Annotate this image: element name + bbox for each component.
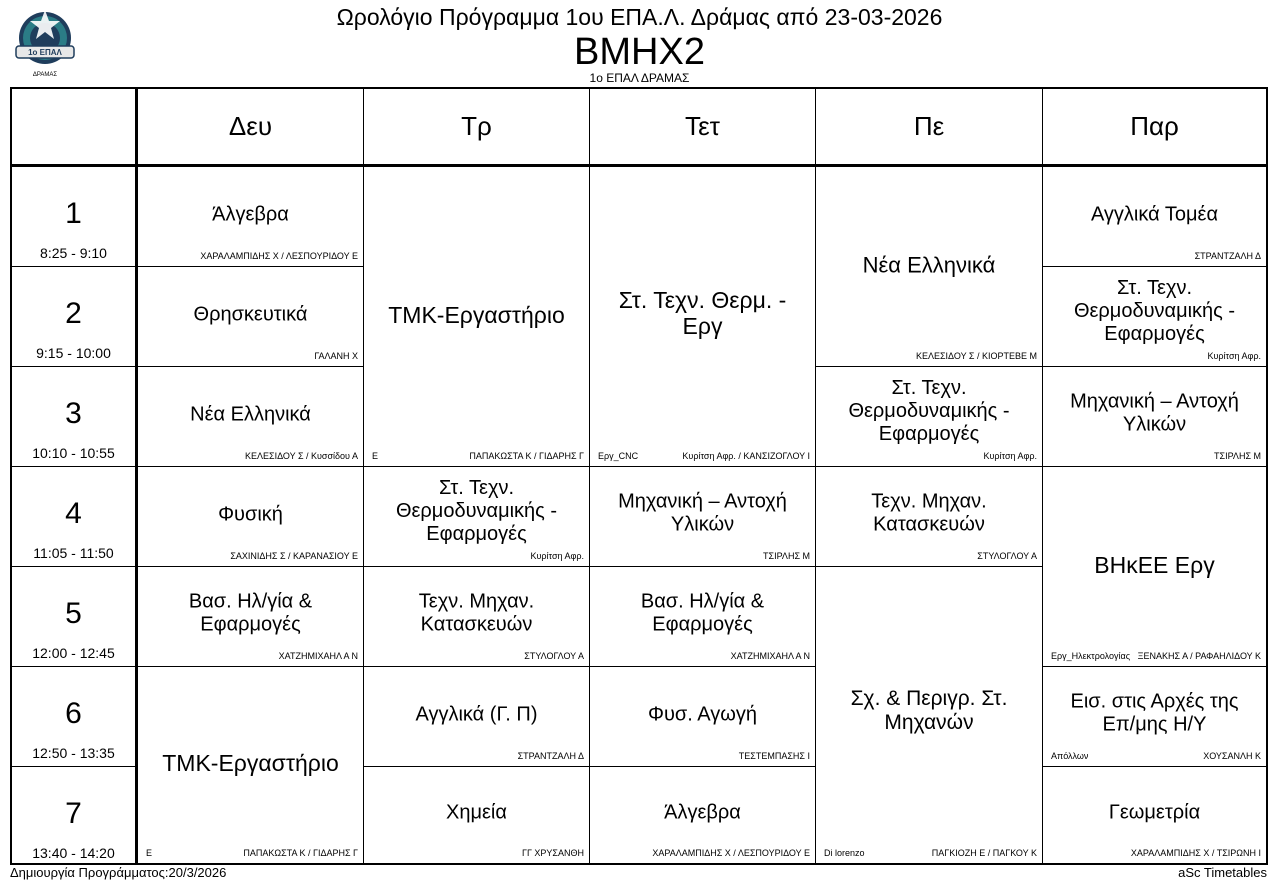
day-header-thu: Πε: [913, 111, 945, 141]
period-number: 5: [65, 597, 82, 630]
lesson-subject: ΤΜΚ-Εργαστήριο: [388, 301, 565, 328]
lesson-teacher: ΓΑΛΑΝΗ Χ: [314, 351, 358, 361]
lesson-teacher: ΠΑΠΑΚΩΣΤΑ Κ / ΓΙΔΑΡΗΣ Γ: [243, 848, 358, 858]
period-time: 8:25 - 9:10: [40, 245, 107, 261]
footer-created-date: Δημιουργία Προγράμματος:20/3/2026: [10, 865, 227, 880]
lesson-teacher: Κυρίτση Αφρ.: [530, 551, 584, 561]
lesson-subject: Βασ. Ηλ/γία & Εφαρμογές: [640, 589, 765, 635]
lesson-subject: Άλγεβρα: [212, 203, 289, 226]
lesson-teacher: ΤΣΙΡΛΗΣ Μ: [763, 551, 810, 561]
lesson-room: Εργ_Ηλεκτρολογίας: [1051, 651, 1131, 661]
lesson-room: Ε: [146, 848, 153, 858]
lesson-subject: Εισ. στις Αρχές της Επ/μης Η/Υ: [1070, 689, 1239, 735]
period-number: 3: [65, 397, 82, 430]
lesson-cell: [1043, 467, 1266, 666]
lesson-teacher: ΠΑΓΚΙΟΖΗ Ε / ΠΑΓΚΟΥ Κ: [931, 848, 1037, 858]
lesson-subject: Φυσική: [218, 503, 283, 526]
lesson-room: Εργ_CNC: [598, 451, 639, 461]
period-time: 12:00 - 12:45: [32, 645, 115, 661]
period-number: 6: [65, 697, 82, 730]
period-number: 2: [65, 297, 82, 330]
footer-software: aSc Timetables: [1178, 865, 1267, 880]
period-time: 11:05 - 11:50: [33, 545, 114, 561]
lesson-cell: [138, 367, 363, 466]
lesson-cell: [364, 567, 589, 666]
period-time: 12:50 - 13:35: [32, 745, 115, 761]
lesson-cell: [590, 567, 815, 666]
lesson-cell: [138, 667, 363, 863]
lesson-teacher: ΚΕΛΕΣΙΔΟΥ Σ / Κυσσίδου Α: [244, 451, 358, 461]
lesson-teacher: Κυρίτση Αφρ.: [1207, 351, 1261, 361]
lesson-subject: Μηχανική – Αντοχή Υλικών: [1070, 389, 1239, 435]
lesson-cell: [138, 567, 363, 666]
lesson-teacher: ΧΑΡΑΛΑΜΠΙΔΗΣ Χ / ΛΕΣΠΟΥΡΙΔΟΥ Ε: [652, 848, 810, 858]
lesson-subject: Αγγλικά (Γ. Π): [415, 703, 538, 726]
school-name: 1ο ΕΠΑΛ ΔΡΑΜΑΣ: [589, 71, 690, 85]
period-number: 7: [65, 797, 82, 830]
lesson-cell: [1043, 167, 1266, 266]
lesson-cell: [364, 467, 589, 566]
lesson-teacher: ΠΑΠΑΚΩΣΤΑ Κ / ΓΙΔΑΡΗΣ Γ: [469, 451, 584, 461]
logo-text: 1ο ΕΠΑΛ: [28, 48, 62, 57]
lesson-subject: Αγγλικά Τομέα: [1090, 203, 1219, 226]
period-2: [12, 267, 135, 366]
period-time: 9:15 - 10:00: [36, 345, 111, 361]
lesson-subject: Στ. Τεχν. Θερμοδυναμικής - Εφαρμογές: [1073, 276, 1236, 345]
lesson-teacher: ΧΑΡΑΛΑΜΠΙΔΗΣ Χ / ΛΕΣΠΟΥΡΙΔΟΥ Ε: [200, 251, 358, 261]
lesson-teacher: ΤΕΣΤΕΜΠΑΣΗΣ Ι: [738, 751, 810, 761]
period-time: 10:10 - 10:55: [32, 445, 115, 461]
lesson-subject: Γεωμετρία: [1108, 801, 1201, 824]
lesson-teacher: ΧΟΥΣΑΝΛΗ Κ: [1203, 751, 1261, 761]
lesson-subject: Νέα Ελληνικά: [862, 252, 996, 277]
lesson-teacher: ΞΕΝΑΚΗΣ Α / ΡΑΦΑΗΛΙΔΟΥ Κ: [1137, 651, 1261, 661]
lesson-teacher: ΣΤΡΑΝΤΖΑΛΗ Δ: [517, 751, 584, 761]
lesson-teacher: ΓΓ ΧΡΥΣΑΝΘΗ: [522, 848, 584, 858]
lesson-subject: ΤΜΚ-Εργαστήριο: [162, 749, 339, 776]
lesson-subject: Στ. Τεχν. Θερμ. - Εργ: [618, 286, 787, 339]
lesson-cell: [590, 767, 815, 863]
lesson-cell: [816, 167, 1042, 366]
lesson-subject: Βασ. Ηλ/γία & Εφαρμογές: [188, 589, 313, 635]
lesson-teacher: ΚΕΛΕΣΙΔΟΥ Σ / ΚΙΟΡΤΕΒΕ Μ: [915, 351, 1037, 361]
lesson-subject: Σχ. & Περιγρ. Στ. Μηχανών: [850, 687, 1008, 735]
timetable-grid: [10, 87, 1268, 865]
lesson-teacher: ΧΑΤΖΗΜΙΧΑΗΛ Α Ν: [730, 651, 810, 661]
lesson-teacher: Κυρίτση Αφρ. / ΚΑΝΣΙΖΟΓΛΟΥ Ι: [682, 451, 810, 461]
class-name: ΒΜΗΧ2: [574, 31, 705, 73]
day-header-tue: Τρ: [461, 111, 492, 141]
lesson-teacher: ΧΑΡΑΛΑΜΠΙΔΗΣ Χ / ΤΣΙΡΩΝΗ Ι: [1130, 848, 1261, 858]
logo-subtext: ΔΡΑΜΑΣ: [32, 72, 58, 78]
day-header-wed: Τετ: [685, 111, 720, 141]
lesson-room: Di lorenzo: [824, 848, 865, 858]
lesson-subject: Χημεία: [446, 801, 507, 824]
lesson-cell: [364, 667, 589, 766]
lesson-teacher: ΤΣΙΡΛΗΣ Μ: [1214, 451, 1261, 461]
lesson-subject: Μηχανική – Αντοχή Υλικών: [618, 489, 787, 535]
lesson-teacher: ΣΑΧΙΝΙΔΗΣ Σ / ΚΑΡΑΝΑΣΙΟΥ Ε: [230, 551, 358, 561]
period-number: 4: [65, 497, 82, 530]
period-time: 13:40 - 14:20: [32, 845, 115, 861]
lesson-cell: [1043, 767, 1266, 863]
lesson-cell: [590, 467, 815, 566]
lesson-teacher: Κυρίτση Αφρ.: [983, 451, 1037, 461]
lesson-cell: [816, 567, 1042, 863]
period-1: [12, 167, 135, 266]
page-title: Ωρολόγιο Πρόγραμμα 1ου ΕΠΑ.Λ. Δράμας από 23-03-2026: [336, 4, 943, 30]
day-header-mon: Δευ: [228, 111, 273, 141]
lesson-subject: ΒΗκΕΕ Εργ: [1094, 551, 1215, 578]
lesson-cell: [364, 167, 589, 466]
lesson-room: Ε: [372, 451, 379, 461]
lesson-subject: Νέα Ελληνικά: [190, 403, 311, 426]
lesson-cell: [1043, 367, 1266, 466]
period-4: [12, 467, 135, 566]
period-6: [12, 667, 135, 766]
lesson-subject: Στ. Τεχν. Θερμοδυναμικής - Εφαρμογές: [395, 476, 558, 545]
lesson-cell: [816, 467, 1042, 566]
lesson-teacher: ΧΑΤΖΗΜΙΧΑΗΛ Α Ν: [278, 651, 358, 661]
lesson-cell: [1043, 267, 1266, 366]
lesson-subject: Τεχν. Μηχαν. Κατασκευών: [418, 589, 535, 635]
lesson-cell: [138, 167, 363, 266]
lesson-cell: [364, 767, 589, 863]
lesson-room: Απόλλων: [1051, 751, 1089, 761]
lesson-cell: [138, 267, 363, 366]
lesson-teacher: ΣΤΥΛΟΓΛΟΥ Α: [524, 651, 584, 661]
lesson-cell: [138, 467, 363, 566]
lesson-cell: [816, 367, 1042, 466]
lesson-teacher: ΣΤΡΑΝΤΖΑΛΗ Δ: [1194, 251, 1261, 261]
period-number: 1: [65, 197, 82, 230]
lesson-subject: Θρησκευτικά: [193, 303, 308, 326]
lesson-subject: Φυσ. Αγωγή: [648, 703, 757, 726]
lesson-cell: [590, 667, 815, 766]
lesson-cell: [590, 167, 815, 466]
lesson-subject: Στ. Τεχν. Θερμοδυναμικής - Εφαρμογές: [848, 376, 1010, 445]
lesson-cell: [1043, 667, 1266, 766]
lesson-subject: Τεχν. Μηχαν. Κατασκευών: [871, 489, 987, 535]
period-5: [12, 567, 135, 666]
lesson-subject: Άλγεβρα: [664, 801, 741, 824]
period-7: [12, 767, 135, 863]
lesson-teacher: ΣΤΥΛΟΓΛΟΥ Α: [977, 551, 1037, 561]
day-header-fri: Παρ: [1130, 111, 1179, 141]
period-3: [12, 367, 135, 466]
